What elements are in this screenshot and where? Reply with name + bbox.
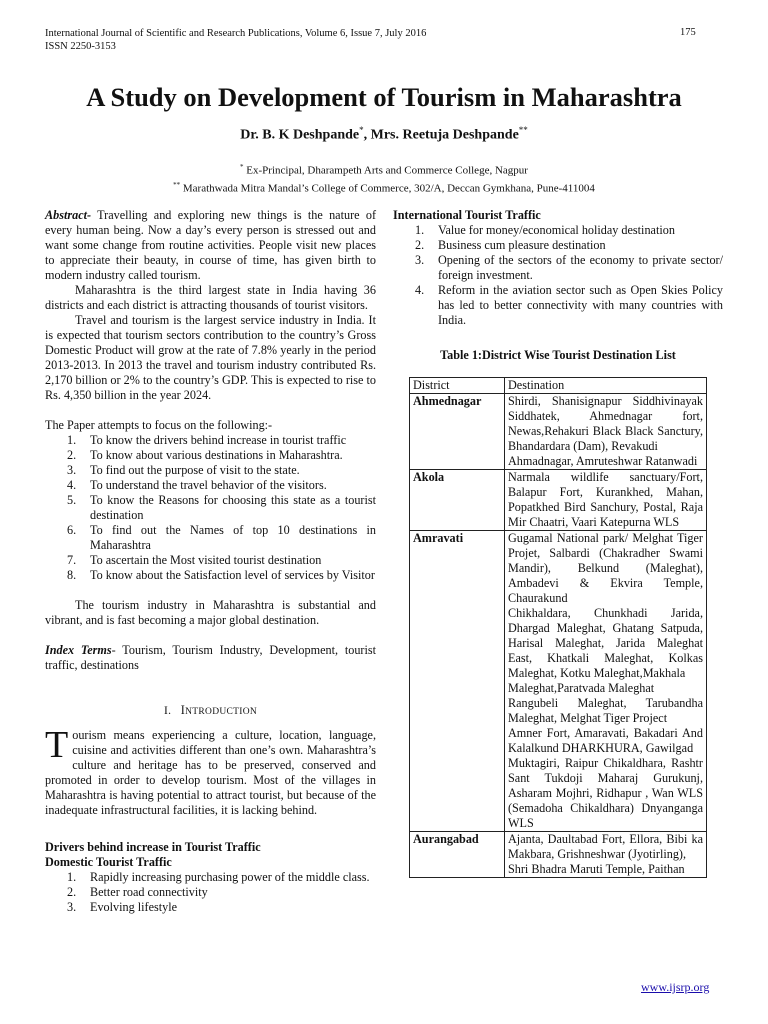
list-item	[45, 885, 376, 900]
list-number: 3.	[67, 463, 77, 477]
list-item	[45, 478, 376, 493]
destination-text: Narmala wildlife sanctuary/Fort, Balapur Fort, Kurankhed, Mahan, Popatkhed Bird Sanchury, Postal, Raja Mir Chaatri, Vaari Katepurna WLS	[508, 470, 703, 529]
list-item	[45, 523, 376, 553]
destination-text: Shri Bhadra Maruti Temple, Paithan	[508, 862, 685, 876]
abstract-paragraph-2: Maharashtra is the third largest state in India having 36 districts and each district is attracting thousands of tourist visitors.	[45, 283, 376, 312]
destination-text: Chikhaldara, Chunkhadi Jarida, Dhargad Maleghat, Ghatang Satpuda, Harisal Maleghat, Jarida Maleghat East, Khatkali Maleghat, Kolkas Maleghat, Kotku Maleghat,Makhala	[508, 606, 703, 680]
destination-cell	[505, 531, 707, 832]
focus-list	[45, 433, 376, 583]
affiliation-mark: **	[173, 180, 181, 189]
index-terms-label: Index Terms	[45, 643, 112, 657]
running-header	[45, 27, 426, 53]
introduction-paragraph	[45, 724, 376, 818]
list-item	[45, 463, 376, 478]
destination-cell	[505, 394, 707, 470]
section-heading-introduction	[45, 703, 376, 720]
author-1-mark: *	[359, 125, 364, 135]
list-text: To know the drivers behind increase in tourist traffic	[90, 433, 347, 447]
domestic-list	[45, 870, 376, 915]
list-text: Better road connectivity	[90, 885, 208, 899]
drivers-heading: Drivers behind increase in Tourist Traffic	[45, 840, 261, 854]
destination-text: Ahmadnagar, Amruteshwar Ratanwadi	[508, 454, 698, 468]
list-text: To find out the Names of top 10 destinations in Maharashtra	[90, 523, 376, 552]
district-cell: Aurangabad	[410, 832, 505, 878]
destination-text: Muktagiri, Raipur Chikaldhara, Rashtr Sant Tukdoji Maharaj Gurukunj, Asharam Mojhri, Ridhapur , Wan WLS (Semadoha Chikaldhara) Dnyanganga WLS	[508, 756, 703, 830]
list-item	[45, 568, 376, 583]
list-text: Opening of the sectors of the economy to private sector/ foreign investment.	[438, 253, 723, 282]
destination-text: Ajanta, Daultabad Fort, Ellora, Bibi ka Makbara, Grishneshwar (Jyotirling),	[508, 832, 703, 861]
list-number: 7.	[67, 553, 77, 567]
list-item	[45, 433, 376, 448]
destination-table	[409, 377, 707, 878]
table-header-row	[410, 378, 707, 394]
industry-paragraph: The tourism industry in Maharashtra is substantial and vibrant, and is fast becoming a major global destination.	[45, 598, 376, 627]
list-item	[393, 223, 723, 238]
international-list	[393, 223, 723, 328]
list-item	[45, 870, 376, 885]
introduction-text: ourism means experiencing a culture, location, language, cuisine and activities different than one’s own. Maharashtra’s culture and heritage has to be preserved, conserved and promoted in order to develop tourism. Most of the villages in Maharashtra is having potential to attract tourist, but because of the inadequate infrastructural facilities, it is lacking behind.	[45, 728, 376, 817]
index-terms-text: - Tourism, Tourism Industry, Development, tourist traffic, destinations	[45, 643, 376, 672]
domestic-heading: Domestic Tourist Traffic	[45, 855, 172, 869]
list-text: Evolving lifestyle	[90, 900, 177, 914]
table-row	[410, 470, 707, 531]
section-number: I.	[163, 705, 172, 717]
section-title-rest: NTRODUCTION	[185, 707, 258, 717]
table-row	[410, 531, 707, 832]
section-title-initial: I	[180, 703, 186, 717]
list-number: 3.	[415, 253, 425, 267]
destination-text: Shirdi, Shanisignapur Siddhivinayak Siddhatek, Ahmednagar fort, Newas,Rehakuri Black Black Sanctury, Bhandardara (Dam), Revakudi	[508, 394, 703, 453]
affiliations	[0, 160, 768, 195]
list-item	[45, 553, 376, 568]
list-item	[45, 448, 376, 463]
affiliation-text: Marathwada Mitra Mandal’s College of Commerce, 302/A, Deccan Gymkhana, Pune-411004	[180, 182, 595, 195]
table-row	[410, 832, 707, 878]
list-text: To know the Reasons for choosing this state as a tourist destination	[90, 493, 376, 522]
district-cell: Akola	[410, 470, 505, 531]
affiliation-1	[0, 160, 768, 178]
author-1: Dr. B. K Deshpande	[240, 127, 360, 143]
table-header-district: District	[410, 378, 505, 394]
journal-website-link[interactable]: www.ijsrp.org	[641, 980, 710, 994]
author-2: Mrs. Reetuja Deshpande	[370, 127, 519, 143]
affiliation-mark: *	[240, 163, 244, 171]
list-item	[45, 493, 376, 523]
list-number: 2.	[67, 885, 77, 899]
index-terms	[45, 643, 376, 673]
table-header-destination: Destination	[505, 378, 707, 394]
affiliation-text: Ex-Principal, Dharampeth Arts and Commerce College, Nagpur	[243, 164, 528, 177]
abstract-text: Travelling and exploring new things is the nature of every human being. Now a day’s every person is stressed out and want some change from routine activities. People visit new places to appreciate their beauty, in course of time, has given birth to modern industry called tourism.	[45, 208, 376, 282]
list-text: Reform in the aviation sector such as Open Skies Policy has led to better connectivity with many countries with India.	[438, 283, 723, 327]
list-text: To know about the Satisfaction level of services by Visitor	[90, 568, 375, 582]
district-cell: Ahmednagar	[410, 394, 505, 470]
district-cell: Amravati	[410, 531, 505, 832]
paper-title: A Study on Development of Tourism in Maharashtra	[86, 82, 682, 112]
journal-name: International Journal of Scientific and Research Publications, Volume 6, Issue 7, July 2016	[45, 28, 427, 39]
affiliation-2	[0, 178, 768, 196]
abstract-paragraph-3: Travel and tourism is the largest service industry in India. It is expected that tourism sectors contribution to the country’s Gross Domestic Product will grow at the rate of 7.8% yearly in the period 2013-2013. In 2013 the travel and tourism industry contributed Rs. 2,170 billion or 2% to the country’s GDP. This is expected to rise to Rs. 4,350 billion in the year 2024.	[45, 313, 376, 402]
list-number: 5.	[67, 493, 77, 507]
abstract-label: Abstract-	[45, 208, 92, 222]
destination-text: Amner Fort, Amaravati, Bakadari And Kalalkund DHARKHURA, Gawilgad	[508, 726, 703, 755]
list-number: 4.	[67, 478, 77, 492]
list-item	[45, 900, 376, 915]
drop-cap: T	[45, 724, 69, 766]
destination-cell	[505, 470, 707, 531]
list-item	[393, 283, 723, 328]
left-column	[45, 208, 376, 915]
author-2-mark: **	[518, 125, 528, 135]
list-item	[393, 253, 723, 283]
focus-intro: The Paper attempts to focus on the following:-	[45, 418, 273, 432]
table-caption: Table 1:District Wise Tourist Destination List	[440, 348, 676, 362]
list-number: 4.	[415, 283, 425, 297]
destination-text: Rangubeli Maleghat, Tarubandha Maleghat, Melghat Tiger Project	[508, 696, 703, 725]
list-number: 1.	[67, 433, 77, 447]
list-number: 3.	[67, 900, 77, 914]
international-heading: International Tourist Traffic	[393, 208, 541, 222]
abstract-paragraph	[45, 208, 376, 283]
issn: ISSN 2250-3153	[45, 41, 116, 52]
list-number: 1.	[415, 223, 425, 237]
table-row	[410, 394, 707, 470]
author-line	[0, 125, 768, 144]
list-text: Value for money/economical holiday destination	[438, 223, 675, 237]
list-text: To understand the travel behavior of the visitors.	[90, 478, 327, 492]
list-number: 1.	[67, 870, 77, 884]
list-text: Business cum pleasure destination	[438, 238, 606, 252]
list-text: To find out the purpose of visit to the state.	[90, 463, 300, 477]
author-separator: ,	[363, 127, 371, 143]
destination-text: Gugamal National park/ Melghat Tiger Projet, Salbardi (Chakradher Swami Mandir), Belkund (Maleghat), Ambadevi & Ekvira Temple, Chaurakund	[508, 531, 703, 605]
list-text: Rapidly increasing purchasing power of the middle class.	[90, 870, 370, 884]
destination-cell	[505, 832, 707, 878]
list-item	[393, 238, 723, 253]
list-text: To ascertain the Most visited tourist destination	[90, 553, 322, 567]
page-number: 175	[680, 27, 696, 38]
right-column	[393, 208, 723, 878]
list-number: 8.	[67, 568, 77, 582]
list-number: 2.	[67, 448, 77, 462]
list-number: 2.	[415, 238, 425, 252]
destination-text: Maleghat,Paratvada Maleghat	[508, 681, 655, 695]
list-text: To know about various destinations in Maharashtra.	[90, 448, 343, 462]
list-number: 6.	[67, 523, 77, 537]
